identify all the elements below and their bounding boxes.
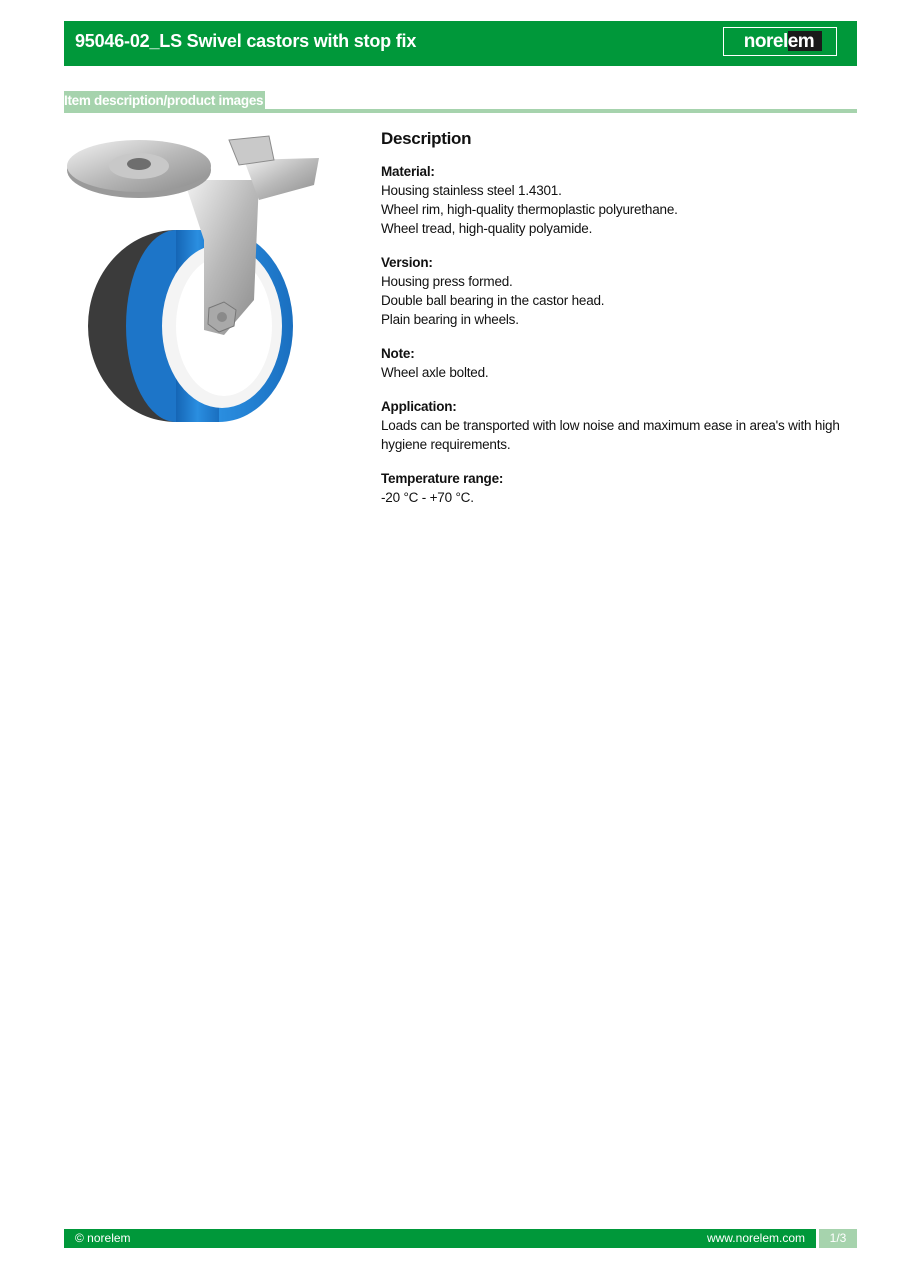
material-line-3: Wheel tread, high-quality polyamide. bbox=[381, 221, 593, 236]
material-block bbox=[381, 162, 841, 238]
note-label: Note: bbox=[381, 346, 415, 361]
application-line-2: hygiene requirements. bbox=[381, 437, 511, 452]
material-line-1: Housing stainless steel 1.4301. bbox=[381, 183, 562, 198]
footer-website-link[interactable]: www.norelem.com bbox=[706, 1231, 805, 1245]
temperature-label: Temperature range: bbox=[381, 471, 504, 486]
page-title: 95046-02_LS Swivel castors with stop fix bbox=[75, 31, 417, 51]
application-block bbox=[381, 397, 841, 454]
page-footer bbox=[64, 1229, 857, 1248]
version-line-3: Plain bearing in wheels. bbox=[381, 312, 519, 327]
version-line-2: Double ball bearing in the castor head. bbox=[381, 293, 605, 308]
version-line-1: Housing press formed. bbox=[381, 274, 513, 289]
version-block bbox=[381, 253, 841, 329]
section-label: Item description/product images bbox=[64, 93, 264, 108]
page-header bbox=[64, 21, 857, 66]
application-label: Application: bbox=[381, 399, 457, 414]
note-line-1: Wheel axle bolted. bbox=[381, 365, 489, 380]
footer-copyright: © norelem bbox=[75, 1231, 131, 1245]
description-heading: Description bbox=[381, 129, 472, 148]
material-line-2: Wheel rim, high-quality thermoplastic polyurethane. bbox=[381, 202, 678, 217]
application-line-1: Loads can be transported with low noise and maximum ease in area's with high bbox=[381, 418, 840, 433]
section-header bbox=[64, 91, 857, 114]
product-image bbox=[64, 130, 326, 424]
footer-bar bbox=[64, 1229, 816, 1248]
page-number: 1/3 bbox=[819, 1229, 857, 1248]
description-section bbox=[381, 128, 841, 522]
norelem-logo bbox=[723, 27, 837, 56]
material-label: Material: bbox=[381, 164, 435, 179]
logo-text: norelem bbox=[743, 31, 815, 52]
note-block bbox=[381, 344, 841, 382]
version-label: Version: bbox=[381, 255, 433, 270]
temperature-line-1: -20 °C - +70 °C. bbox=[381, 490, 474, 505]
temperature-block bbox=[381, 469, 841, 507]
